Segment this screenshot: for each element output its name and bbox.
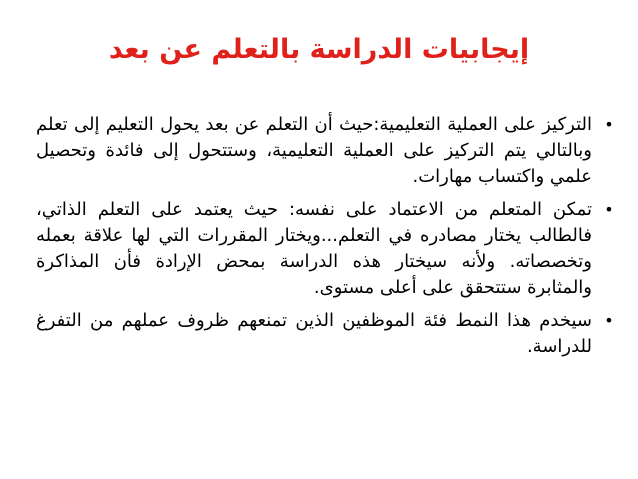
bullet-text: تمكن المتعلم من الاعتماد على نفسه: حيث يعتمد على التعلم الذاتي، فالطالب يختار مصادره في التعلم...ويختار المقررات التي لها علاقة بعمله وتخصصاته. ولأنه سيختار هذه الدراسة بمحض الإرادة فأن المذاكرة والمثابرة ستتحقق على أعلى مستوى. [36, 199, 592, 298]
bullet-text: التركيز على العملية التعليمية:حيث أن التعلم عن بعد يحول التعليم إلى تعلم وبالتالي يتم التركيز على العملية التعليمية، وستتحول إلى فائدة وتحصيل علمي واكتساب مهارات. [36, 114, 592, 187]
bullet-item-1 [36, 112, 618, 190]
bullet-dot-icon: • [604, 115, 614, 134]
bullet-item-2 [36, 197, 618, 301]
slide-title: إيجابيات الدراسة بالتعلم عن بعد [108, 34, 530, 65]
bullet-dot-icon: • [604, 311, 614, 330]
bullet-item-3 [36, 308, 618, 360]
bullet-text: سيخدم هذا النمط فئة الموظفين الذين تمنعهم ظروف عملهم من التفرغ للدراسة. [36, 310, 592, 357]
bullet-list [36, 112, 618, 367]
bullet-dot-icon: • [604, 200, 614, 219]
